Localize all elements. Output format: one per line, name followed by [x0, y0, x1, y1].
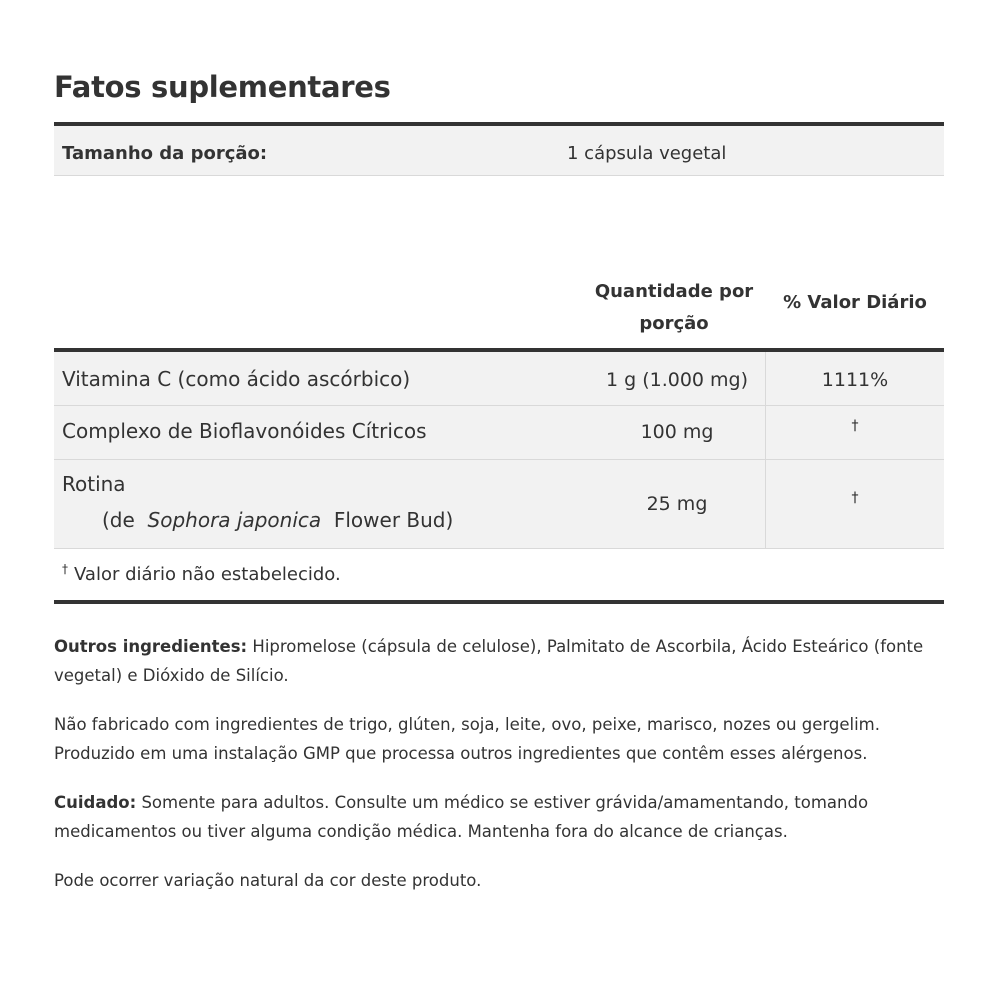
source-species: Sophora japonica	[147, 508, 322, 532]
other-ingredients-text: Hipromelose (cápsula de celulose), Palmitato de Ascorbila, Ácido Esteárico (fonte vegetal) e Dióxido de Silício.	[54, 637, 924, 685]
nutrient-daily-value: 1111%	[765, 352, 944, 405]
nutrient-amount: 100 mg	[640, 421, 714, 443]
amount-per-serving-header: Quantidade por porção	[594, 281, 754, 334]
nutrient-table	[54, 348, 944, 604]
daily-value-header: % Valor Diário	[783, 292, 927, 313]
color-variation-note: Pode ocorrer variação natural da cor deste produto.	[54, 871, 482, 890]
allergen-statement: Não fabricado com ingredientes de trigo, glúten, soja, leite, ovo, peixe, marisco, nozes ou gergelim. Produzido em uma instalação GMP que processa outros ingredientes que contêm esses alérgenos.	[54, 715, 880, 763]
nutrient-source	[102, 508, 453, 532]
nutrient-amount: 25 mg	[646, 493, 708, 515]
nutrient-daily-value: †	[765, 460, 944, 548]
other-ingredients-label: Outros ingredientes:	[54, 637, 248, 656]
table-row	[54, 352, 944, 406]
caution-label: Cuidado:	[54, 793, 137, 812]
table-row	[54, 460, 944, 549]
page-title: Fatos suplementares	[54, 70, 391, 104]
table-footnote	[54, 549, 944, 604]
nutrient-name: Complexo de Bioflavonóides Cítricos	[62, 419, 427, 443]
nutrient-daily-value: †	[765, 406, 944, 459]
nutrient-amount: 1 g (1.000 mg)	[605, 369, 749, 391]
table-row	[54, 406, 944, 460]
footnote-text: Valor diário não estabelecido.	[74, 564, 341, 585]
source-prefix: (de	[102, 508, 135, 532]
nutrient-name: Rotina	[62, 472, 126, 496]
other-ingredients	[54, 632, 944, 690]
caution-statement	[54, 788, 944, 846]
serving-size-value: 1 cápsula vegetal	[567, 143, 727, 164]
serving-size-row	[54, 122, 944, 176]
serving-size-label: Tamanho da porção:	[62, 143, 268, 164]
nutrient-name: Vitamina C (como ácido ascórbico)	[62, 367, 411, 391]
table-header	[54, 270, 944, 350]
dagger-symbol: †	[62, 562, 68, 576]
source-suffix: Flower Bud)	[333, 508, 454, 532]
caution-text: Somente para adultos. Consulte um médico se estiver grávida/amamentando, tomando medicamentos ou tiver alguma condição médica. Mantenha fora do alcance de crianças.	[54, 793, 869, 841]
